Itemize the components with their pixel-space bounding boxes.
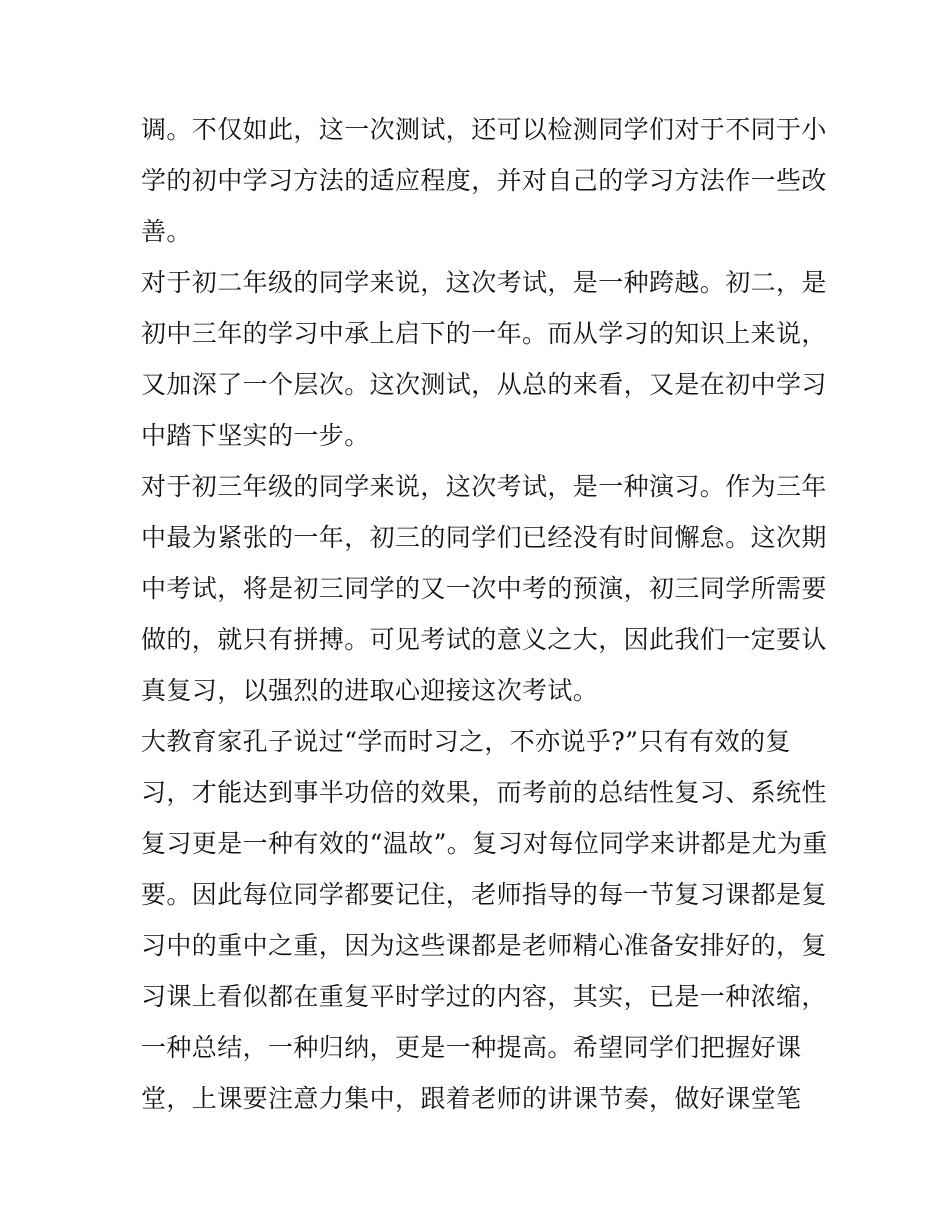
text-line: 对于初二年级的同学来说，这次考试，是一种跨越。初二，是 (141, 268, 827, 297)
text-line: 做的，就只有拼搏。可见考试的意义之大，因此我们一定要认 (141, 625, 827, 654)
text-line: 中踏下坚实的一步。 (141, 421, 370, 450)
text-line: 一种总结，一种归纳，更是一种提高。希望同学们把握好课 (141, 1033, 802, 1062)
text-line: 真复习，以强烈的进取心迎接这次考试。 (141, 676, 599, 705)
text-line: 中最为紧张的一年，初三的同学们已经没有时间懈怠。这次期 (141, 523, 827, 552)
text-line: 习中的重中之重，因为这些课都是老师精心准备安排好的，复 (141, 931, 827, 960)
text-line: 习课上看似都在重复平时学过的内容，其实，已是一种浓缩， (141, 982, 827, 1011)
text-line: 习，才能达到事半功倍的效果，而考前的总结性复习、系统性 (141, 778, 827, 807)
text-line: 要。因此每位同学都要记住，老师指导的每一节复习课都是复 (141, 880, 827, 909)
text-line: 学的初中学习方法的适应程度，并对自己的学习方法作一些改 (141, 166, 827, 195)
text-line: 大教育家孔子说过“学而时习之，不亦说乎?”只有有效的复 (141, 727, 791, 756)
text-line: 调。不仅如此，这一次测试，还可以检测同学们对于不同于小 (141, 115, 827, 144)
text-line: 初中三年的学习中承上启下的一年。而从学习的知识上来说， (141, 319, 827, 348)
body-text (141, 104, 828, 1124)
text-line: 善。 (141, 217, 192, 246)
text-line: 堂，上课要注意力集中，跟着老师的讲课节奏，做好课堂笔 (141, 1084, 802, 1113)
text-line: 复习更是一种有效的“温故”。复习对每位同学来讲都是尤为重 (141, 829, 828, 858)
text-line: 中考试，将是初三同学的又一次中考的预演，初三同学所需要 (141, 574, 827, 603)
text-line: 又加深了一个层次。这次测试，从总的来看，又是在初中学习 (141, 370, 827, 399)
text-line: 对于初三年级的同学来说，这次考试，是一种演习。作为三年 (141, 472, 827, 501)
